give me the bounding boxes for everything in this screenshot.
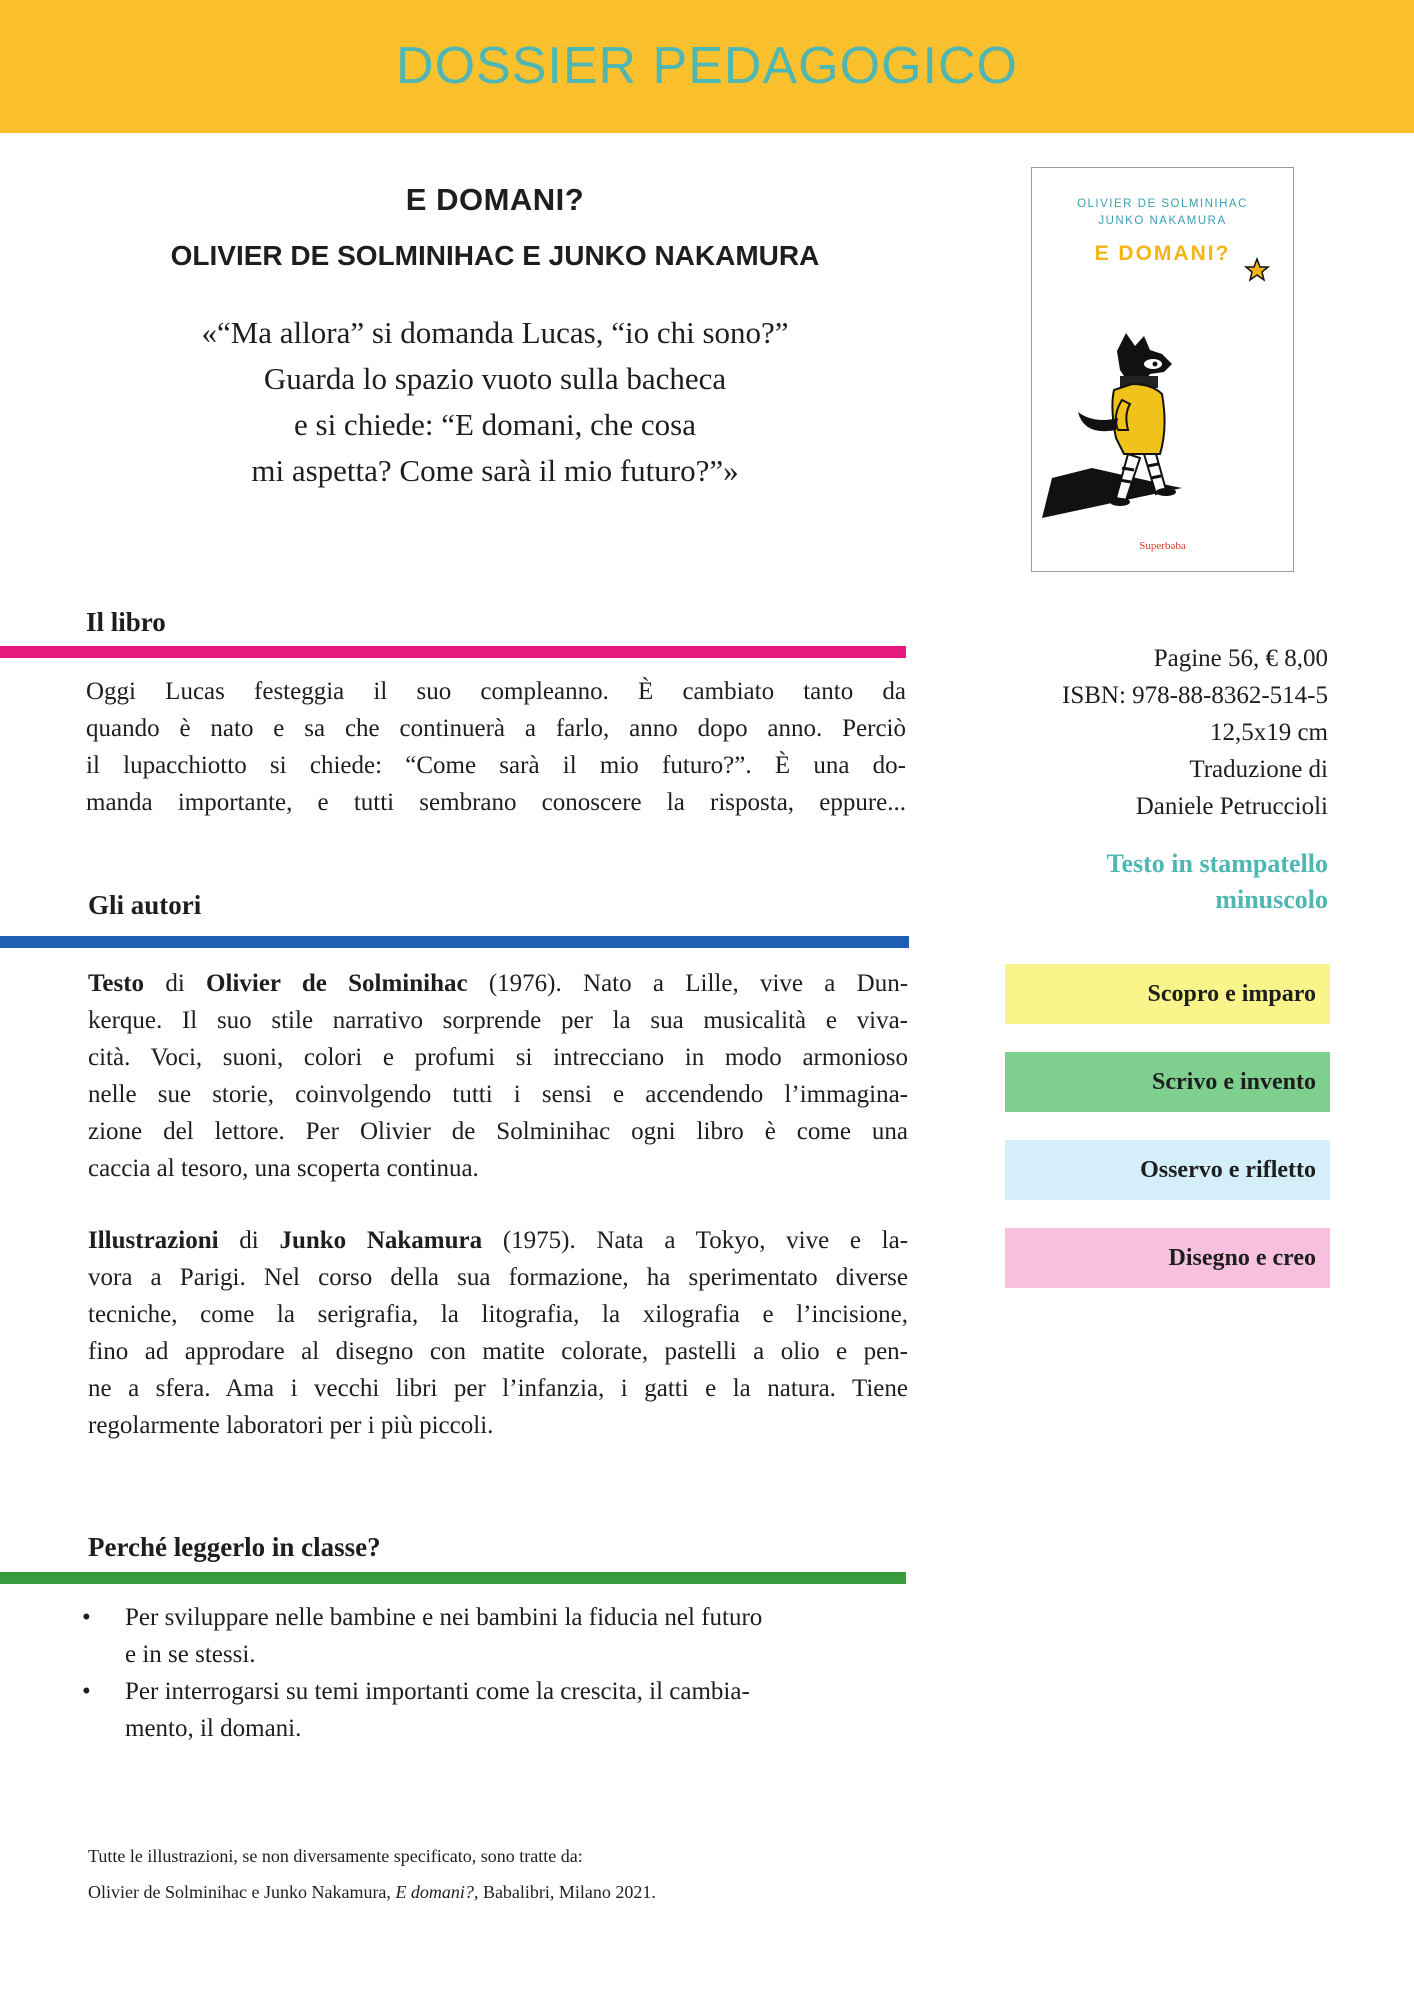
illus-author: Junko Nakamura [279,1227,483,1254]
tag-disegno: Disegno e creo [1005,1228,1330,1288]
footer-source-suffix: Babalibri, Milano 2021. [482,1882,656,1902]
note-line: Testo in stampatello [1106,849,1328,878]
libro-paragraph [86,673,906,821]
paragraph-line: kerque. Il suo stile narrativo sorprende per la sua musicalità e viva- [88,1007,908,1034]
paragraph-line: caccia al tesoro, una scoperta continua. [88,1155,479,1182]
bullet-line: mento, il domani. [125,1715,302,1742]
cover-title: E DOMANI? [1094,242,1231,265]
paragraph-line: vora a Parigi. Nel corso della sua formazione, ha sperimentato diverse [88,1264,908,1291]
testo-author: Olivier de Solminihac [206,970,468,997]
page-title: DOSSIER PEDAGOGICO [396,37,1018,95]
tag-scrivo: Scrivo e invento [1005,1052,1330,1112]
star-icon [1246,259,1268,280]
paragraph-line: quando è nato e sa che continuerà a farlo, anno dopo anno. Perciò [86,715,906,742]
paragraph-line: tecniche, come la serigrafia, la litografia, la xilografia e l’incisione, [88,1301,908,1328]
section-title-perche: Perché leggerlo in classe? [88,1532,381,1562]
section-title-libro: Il libro [86,607,166,637]
quote-line: «“Ma allora” si domanda Lucas, “io chi sono?” [201,315,789,350]
bullet-line: Per interrogarsi su temi importanti come la crescita, il cambia- [125,1678,750,1705]
testo-label: Testo [88,970,145,997]
testo-paragraph [88,965,908,1187]
paragraph-line: fino ad approdare al disegno con matite colorate, pastelli a olio e pen- [88,1338,908,1365]
section-rule-libro [0,646,906,658]
paragraph-line: il lupacchiotto si chiede: “Come sarà il mio futuro?”. È una do- [86,752,906,779]
illus-label: Illustrazioni [88,1227,219,1254]
translation-label: Traduzione di [1189,756,1328,783]
isbn: ISBN: 978-88-8362-514-5 [1062,682,1328,709]
illustrazioni-paragraph [88,1222,908,1444]
paragraph-line: ne a sfera. Ama i vecchi libri per l’infanzia, i gatti e la natura. Tiene [88,1375,908,1402]
pages-price: Pagine 56, € 8,00 [1153,645,1328,672]
quote-line: e si chiede: “E domani, che cosa [294,407,696,442]
di-word: di [239,1227,259,1254]
wolf-illustration [1032,168,1295,573]
bullet-line: Per sviluppare nelle bambine e nei bambini la fiducia nel futuro [125,1604,763,1631]
note-line: minuscolo [1215,885,1328,914]
book-authors: OLIVIER DE SOLMINIHAC E JUNKO NAKAMURA [170,240,820,271]
paragraph-line: regolarmente laboratori per i più piccoli. [88,1412,494,1439]
section-rule-perche [0,1572,906,1584]
book-cover [1031,167,1294,572]
paragraph-line: manda importante, e tutti sembrano conoscere la risposta, eppure... [86,789,906,816]
reasons-list [80,1599,906,1747]
book-info [1062,640,1328,825]
header-banner [0,0,1414,133]
paragraph-line: Oggi Lucas festeggia il suo compleanno. È cambiato tanto da [86,678,906,705]
section-rule-autori [0,936,909,948]
footer-source-prefix: Olivier de Solminihac e Junko Nakamura, [88,1882,391,1902]
footer-note: Tutte le illustrazioni, se non diversamente specificato, sono tratte da: [88,1846,583,1866]
paragraph-line: cità. Voci, suoni, colori e profumi si intrecciano in modo armonioso [88,1044,908,1071]
di-word: di [165,970,185,997]
bullet-icon: • [82,1678,91,1705]
tag-osservo: Osservo e rifletto [1005,1140,1330,1200]
book-size: 12,5x19 cm [1209,719,1328,746]
testo-rest: (1976). Nato a Lille, vive a Dun- [488,970,909,997]
cover-author-line: JUNKO NAKAMURA [1098,215,1227,227]
book-quote [100,310,890,494]
list-item [80,1673,906,1747]
list-item [80,1599,906,1673]
book-title: E DOMANI? [405,182,585,217]
cover-author-line: OLIVIER DE SOLMINIHAC [1077,198,1248,210]
footer-source [88,1882,656,1903]
quote-line: Guarda lo spazio vuoto sulla bacheca [263,361,727,396]
quote-line: mi aspetta? Come sarà il mio futuro?”» [251,453,739,488]
illus-rest: (1975). Nata a Tokyo, vive e la- [502,1227,909,1254]
translator: Daniele Petruccioli [1135,793,1328,820]
paragraph-line: nelle sue storie, coinvolgendo tutti i sensi e accendendo l’immagina- [88,1081,908,1108]
bullet-line: e in se stessi. [125,1641,256,1668]
bullet-icon: • [82,1604,91,1631]
paragraph-line [88,1222,908,1259]
section-title-autori: Gli autori [88,890,202,920]
footer-source-title: E domani?, [395,1882,479,1902]
font-note [1107,846,1329,918]
cover-publisher: Superbaba [1139,540,1186,552]
tag-scopro: Scopro e imparo [1005,964,1330,1024]
paragraph-line [88,965,908,1002]
paragraph-line: zione del lettore. Per Olivier de Solminihac ogni libro è come una [88,1118,908,1145]
